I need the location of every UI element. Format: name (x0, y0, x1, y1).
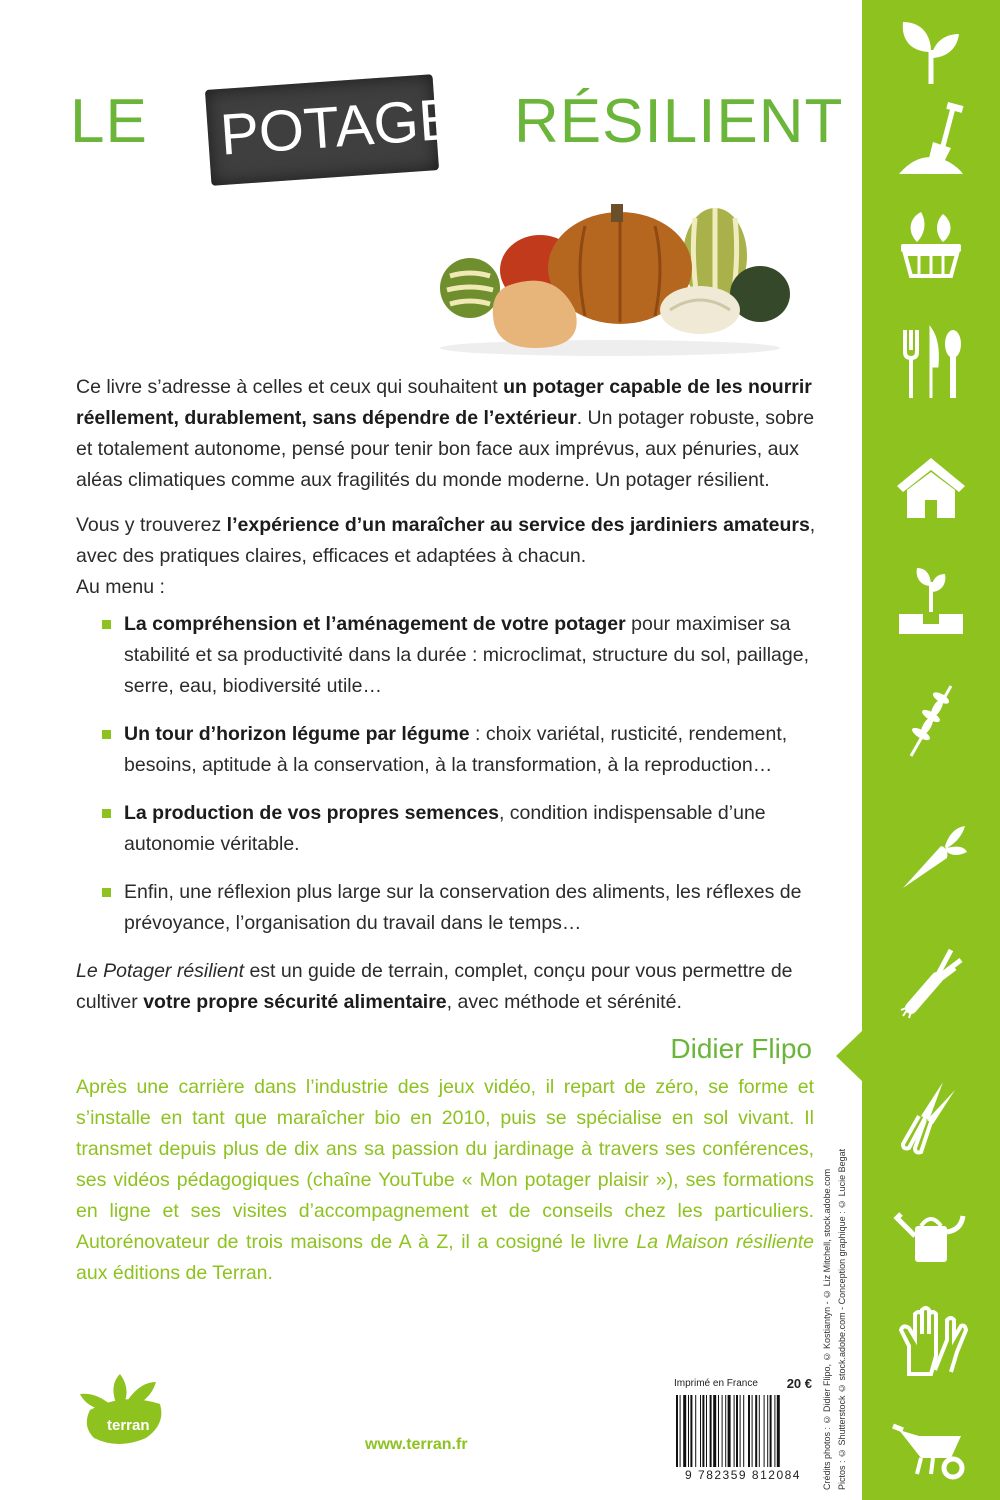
author-bio (76, 1072, 814, 1289)
barcode-bar (752, 1395, 753, 1467)
sprout-icon (891, 12, 971, 92)
wheelbarrow-icon (891, 1404, 971, 1484)
barcode-bar (710, 1395, 712, 1467)
bullet-text: : choix variétal, rusticité, rendement, besoins, aptitude à la conservation, à la transformation, à la reproduction… (124, 723, 788, 776)
bullet-text: pour maximiser sa stabilité et sa productivité dans la durée : microclimat, structure du sol, paillage, serre, eau, biodiversité utile… (124, 613, 809, 697)
title-word-resilient: RÉSILIENT (514, 87, 844, 156)
barcode-bar (770, 1395, 772, 1467)
intro-p1-a: Ce livre s’adresse à celles et ceux qui souhaitent (76, 376, 504, 398)
intro-p1-c: . Un potager robuste, sobre et totalement autonome, pensé pour tenir bon face aux imprévus, aux pénuries, aux aléas climatiques comme aux fragilités du monde moderne. Un potager résilient. (76, 407, 815, 491)
leek-icon (891, 944, 971, 1024)
menu-label: Au menu : (76, 576, 165, 598)
bullet-text: Enfin, une réflexion plus large sur la conservation des aliments, les réflexes de prévoyance, l’organisation du travail dans le temps… (124, 881, 802, 934)
barcode-bar (777, 1395, 780, 1467)
intro-paragraph-2 (76, 510, 820, 572)
bio-b: aux éditions de Terran. (76, 1262, 273, 1284)
bullet-item (124, 877, 820, 939)
bullet-item (124, 719, 820, 781)
isbn-number: 9 782359 812084 (685, 1468, 801, 1482)
back-cover-text (76, 372, 820, 1018)
herb-icon (891, 680, 971, 760)
closing-bold: votre propre sécurité alimentaire (143, 991, 447, 1013)
bullet-bold: La production de vos propres semences (124, 802, 499, 824)
barcode-bar (725, 1395, 726, 1467)
barcode-bars (674, 1395, 812, 1467)
barcode-bar (764, 1395, 765, 1467)
barcode-bar (767, 1395, 768, 1467)
pruning-shears-icon (891, 1076, 971, 1156)
title-word-potager: POTAGER (218, 83, 502, 168)
intro-p2-bold: l’expérience d’un maraîcher au service des jardiniers amateurs (226, 514, 810, 536)
bullet-square-icon (102, 888, 111, 897)
seedling-icon (891, 560, 971, 640)
credits-line-2: Pictos : © Shutterstock © stock.adobe.com - Conception graphique : © Lucie Begat (837, 1148, 847, 1490)
barcode-bar (702, 1395, 704, 1467)
barcode-bar (683, 1395, 686, 1467)
barcode-bar (690, 1395, 692, 1467)
bullet-item (124, 798, 820, 860)
gloves-icon (891, 1300, 971, 1380)
terran-logo (74, 1372, 174, 1452)
closing-a: est un guide de terrain, complet, conçu pour vous permettre de cultiver (76, 960, 793, 1013)
bullet-text: , condition indispensable d’une autonomie véritable. (124, 802, 766, 855)
printed-in-france: Imprimé en France (674, 1378, 758, 1389)
closing-b: , avec méthode et sérénité. (446, 991, 682, 1013)
barcode-bar (736, 1395, 738, 1467)
book-title (70, 82, 844, 192)
content-bullet-list (76, 609, 820, 939)
barcode-bar (722, 1395, 723, 1467)
barcode-bar (759, 1395, 760, 1467)
bullet-bold: Un tour d’horizon légume par légume (124, 723, 470, 745)
bio-a: Après une carrière dans l’industrie des jeux vidéo, il repart de zéro, se forme et s’installe en tant que maraîcher bio en 2010, puis se spécialise en sol vivant. Il transmet depuis plus de dix ans sa passion du jardinage à travers ses conférences, ses vidéos pédagogiques (chaîne YouTube « Mon potager plaisir »), ses formations en ligne et ses visites d’accompagnement et de conseils chez les particuliers. Autorénovateur de trois maisons de A à Z, il a cosigné le livre (76, 1076, 814, 1253)
basket-icon (891, 202, 971, 282)
photo-credits (822, 1150, 852, 1490)
watering-can-icon (891, 1196, 971, 1276)
bio-italic: La Maison résiliente (636, 1231, 814, 1253)
carrot-icon (891, 818, 971, 898)
logo-text: terran (107, 1417, 150, 1434)
publisher-website: www.terran.fr (365, 1436, 468, 1453)
bullet-square-icon (102, 620, 111, 629)
intro-p1-bold: un potager capable de les nourrir réellement, durablement, sans dépendre de l’extérieur (76, 376, 812, 429)
author-name: Didier Flipo (670, 1033, 812, 1064)
barcode-bar (740, 1395, 741, 1467)
intro-p2-c: , avec des pratiques claires, efficaces et adaptées à chacun. (76, 514, 816, 567)
barcode-bar (734, 1395, 735, 1467)
barcode-bar (713, 1395, 716, 1467)
title-word-le: LE (70, 87, 148, 156)
barcode-bar (706, 1395, 707, 1467)
barcode-block (674, 1378, 812, 1484)
cutlery-icon (891, 322, 971, 402)
squash-photo (425, 198, 795, 358)
barcode-bar (743, 1395, 744, 1467)
credits-line-1: Crédits photos : © Didier Flipo, © Kostiantyn - © Liz Mitchell, stock.adobe.com (822, 1168, 832, 1490)
sidebar-notch (836, 1030, 863, 1082)
intro-p2-a: Vous y trouverez (76, 514, 227, 536)
barcode-bar (718, 1395, 719, 1467)
bullet-bold: La compréhension et l’aménagement de votre potager (124, 613, 626, 635)
barcode-bar (700, 1395, 701, 1467)
closing-italic: Le Potager résilient (76, 960, 245, 982)
bullet-square-icon (102, 809, 111, 818)
house-icon (891, 446, 971, 526)
shovel-icon (891, 102, 971, 182)
barcode-bar (688, 1395, 689, 1467)
barcode-bar (676, 1395, 678, 1467)
barcode-bar (748, 1395, 750, 1467)
barcode-bar (755, 1395, 757, 1467)
barcode-bar (680, 1395, 681, 1467)
barcode-bar (695, 1395, 696, 1467)
bullet-item (124, 609, 820, 702)
bullet-square-icon (102, 730, 111, 739)
closing-paragraph (76, 956, 820, 1018)
intro-paragraph-1 (76, 372, 820, 496)
barcode-bar (774, 1395, 775, 1467)
barcode-bar (728, 1395, 731, 1467)
price: 20 € (786, 1376, 812, 1391)
